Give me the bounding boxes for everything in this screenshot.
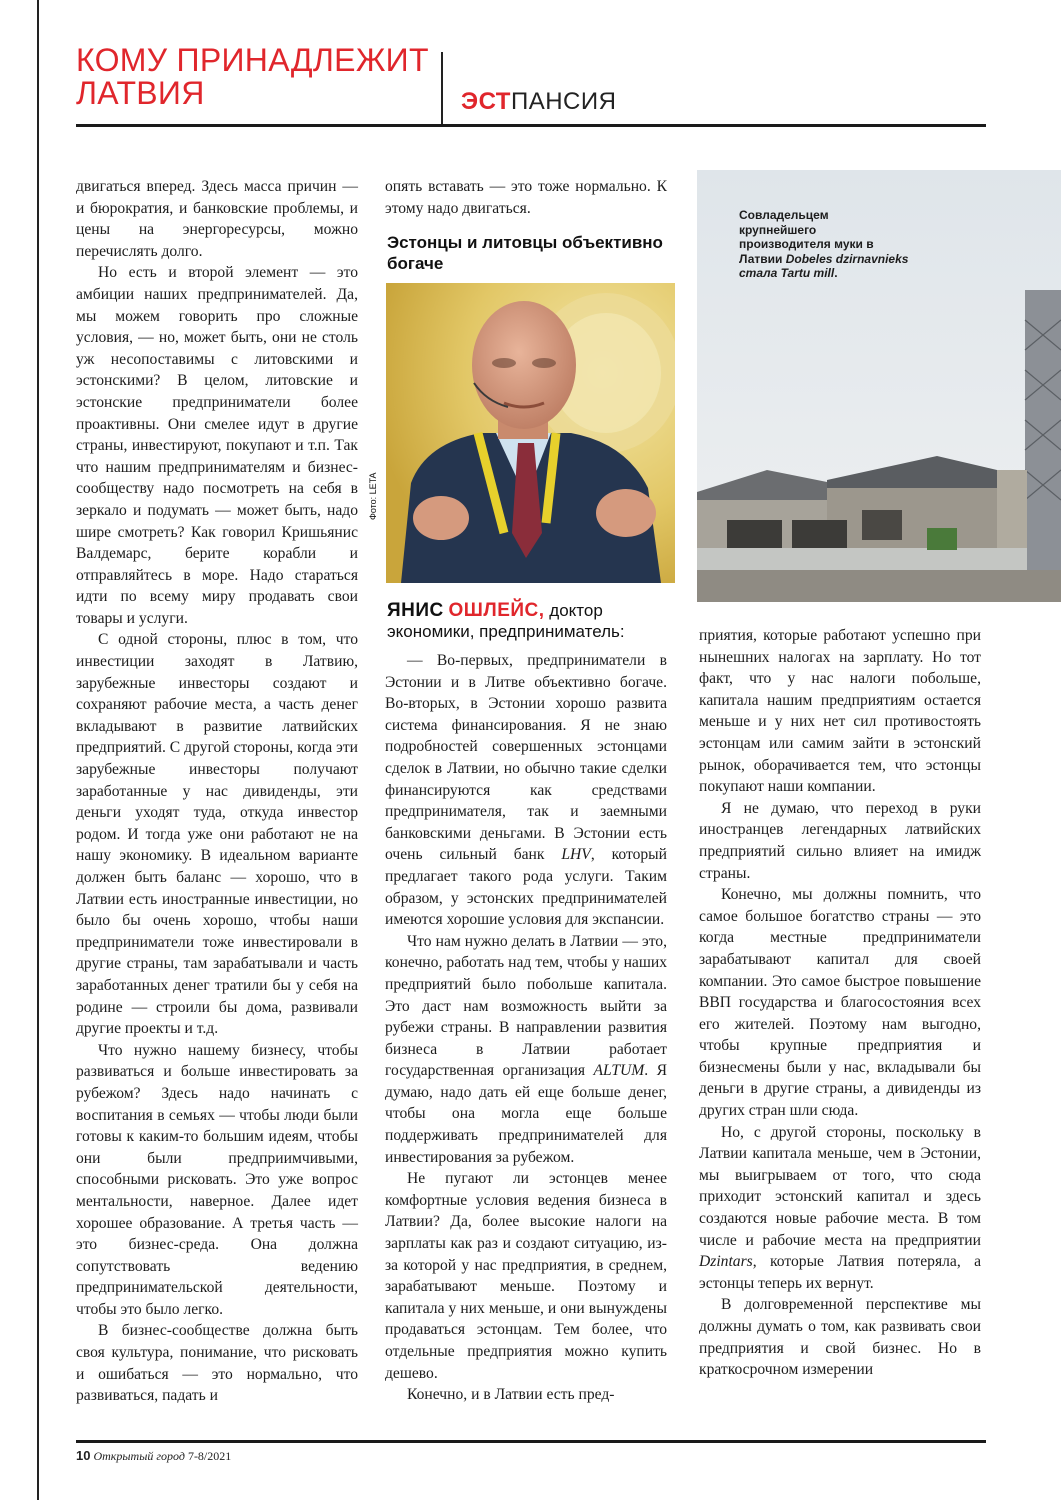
section-label-highlight: ЭСТ [461,88,511,115]
paragraph [385,931,667,1169]
text-run: Но, с другой стороны, поскольку в Латвии капитала меньше, чем в Эстонии, мы выигрываем от того, что сюда приходит эстонский капитал и здесь создаются новые рабочие места. В том числе и рабочие места на предприятии [699,1123,981,1249]
footer-rule [76,1440,986,1443]
photo-credit: Фото: LETA [368,472,378,520]
text-run: Совладельцем крупнейшего производителя муки в Латвии [739,208,874,266]
issue-number: 7-8/2021 [187,1449,232,1463]
text-run: . Я думаю, надо дать ей еще больше денег, чтобы она могла еще больше поддерживать предпринимателей для инвестирования за рубежом. [385,1062,667,1166]
paragraph: Что нужно нашему бизнесу, чтобы развиваться и больше инвестировать за рубежом? Здесь надо начинать с воспитания в семьях — чтобы люди были готовы к каким-то большим идеям, чтобы они были предприимчивыми, способными рисковать. Это уже вопрос ментальности, наверное. Далее идет хорошее образование. А третья часть — это бизнес-среда. Она должна сопутствовать ведению предпринимательской деятельности, чтобы это было легко. [76,1041,358,1318]
article-column-3 [699,625,981,1381]
rubric-title-line2: ЛАТВИЯ [76,75,205,111]
rubric-title [76,44,446,110]
header-rule [76,124,986,127]
speaker-last-name: ОШЛЕЙС, [448,600,545,621]
text-run: . [834,266,838,280]
speaker-role: доктор экономики, предприниматель: [387,601,625,641]
portrait-photo [386,283,675,583]
paragraph: Конечно, мы должны помнить, что самое большое богатство страны — это когда местные предприниматели зарабатывают капитал для своей компании. Это самое быстрое повышение ВВП государства и благосостояния всех его жителей. Поэтому нам выгодно, чтобы крупные предприятия и бизнесмены были у нас, вкладывали бы деньги в другие страны, а дивиденды из других стран шли сюда. [699,886,981,1120]
header-divider [441,52,443,125]
section-label [461,88,616,116]
photo-caption [739,208,909,281]
subheading: Эстонцы и литовцы объективно богаче [387,233,663,273]
text-run: стала [739,266,781,280]
paragraph: С одной стороны, плюс в том, что инвестиции заходят в Латвию, зарубежные инвесторы создают и сохраняют рабочие места, а часть денег вкладывают в развитие латвийских предприятий. С другой стороны, когда эти зарубежные инвесторы получают заработанные у нас дивиденды, эти деньги уходят туда, откуда инвестор родом. И тогда уже они работают не на нашу экономику. В идеальном варианте должен быть баланс — хорошо, что в Латвии есть иностранные инвестиции, но было бы очень хорошо, чтобы наши предприниматели тоже инвестировали в другие страны, там зарабатывали и часть заработанных денег тратили бы у себя на родине — строили бы дома, развивали другие проекты и т.д. [76,631,358,1038]
section-label-rest: ПАНСИЯ [510,88,617,115]
speaker-first-name: ЯНИС [387,600,444,621]
article-column-2-top [385,176,667,219]
rubric-title-line1: КОМУ ПРИНАДЛЕЖИТ [76,42,429,78]
org-name: ALTUM [593,1062,645,1080]
page-footer [76,1448,231,1464]
paragraph: Я не думаю, что переход в руки иностранцев легендарных латвийских предприятий сильно влияет на имидж страны. [699,799,981,882]
text-run: Что нам нужно делать в Латвии — это, конечно, работать над тем, чтобы у наших предприятий было побольше капитала. Это даст нам возможность выйти за рубежи страны. В направлении развития бизнеса в Латвии работает государственная организация [385,932,667,1080]
bank-name: LHV [561,846,591,864]
company-name: Dobeles dzirnavnieks [785,251,909,266]
article-column-1 [76,176,358,1407]
text-run: , который предлагает такого рода услуги. Таким образом, у эстонских предпринимателей имеются хорошие условия для экспансии. [385,846,667,929]
paragraph: приятия, которые работают успешно при нынешних налогах на зарплату. Но тот факт, что у нас налоги побольше, капитала нашим предприятиям остается меньше и у них нет сил противостоять эстонцам или самим зайти в эстонский рынок, оборачивается тем, что эстонцы покупают наши компании. [699,627,981,796]
text-run: , которые Латвия потеряла, а эстонцы теперь их вернут. [699,1253,981,1292]
paragraph: В долговременной перспективе мы должны думать о том, как развивать свои предприятия и свой бизнес. Но в краткосрочном измерении [699,1296,981,1379]
speaker-attribution [387,600,687,642]
buyer-name: Tartu mill [780,266,835,280]
paragraph: опять вставать — это тоже нормально. К этому надо двигаться. [385,178,667,217]
article-column-2-bottom [385,650,667,1406]
paragraph: Конечно, и в Латвии есть пред- [407,1386,615,1404]
paragraph: В бизнес-сообществе должна быть своя культура, понимание, что рисковать и ошибаться — это нормально, что развиваться, падать и [76,1322,358,1405]
portrait-illustration [386,283,675,583]
page-number: 10 [76,1448,91,1463]
page-margin-rule [37,0,39,1500]
paragraph: двигаться вперед. Здесь масса причин — и бюрократия, и банковские проблемы, и цены на энергоресурсы, можно перечислять долго. [76,178,358,260]
magazine-name: Открытый город [93,1449,185,1463]
paragraph: Не пугают ли эстонцев менее комфортные условия ведения бизнеса в Латвии? Да, более высокие налоги на зарплаты как раз и создают ситуацию, из-за которой у нас предприятия, в среднем, зарабатывают меньше. Поэтому и капитала у них меньше, и они вынуждены продаваться эстонцам. Тем более, что отдельные предприятия можно купить дешево. [385,1170,667,1382]
company-name: Dzintars [699,1253,753,1271]
paragraph: Но есть и второй элемент — это амбиции наших предпринимателей. Да, мы можем говорить про сложные условия, — но, может быть, они не столь уж несопоставимы с литовскими и эстонскими? В целом, литовские и эстонские предприниматели более проактивны. Они смелее идут в другие страны, инвестируют, покупают и т.п. Так что нашим предпринимателям и бизнес-сообществу надо посмотреть на себя в зеркало и подумать — может быть, надо шире смотреть? Как говорил Кришьянис Валдемарс, берите корабли и отправляйтесь в море. Надо стараться идти по всему миру продавать свои товары и услуги. [76,264,358,627]
text-run: — Во-первых, предприниматели в Эстонии и в Литве объективно богаче. Во-вторых, в Эстонии хорошо развита система финансирования. Я не знаю подробностей совершенных эстонцами сделок в Латвии, но обычно такие сделки финансируются как средствами предпринимателя, так и заемными банковскими деньгами. В Эстонии есть очень сильный банк [385,652,667,864]
paragraph [385,650,667,931]
paragraph [699,1122,981,1295]
